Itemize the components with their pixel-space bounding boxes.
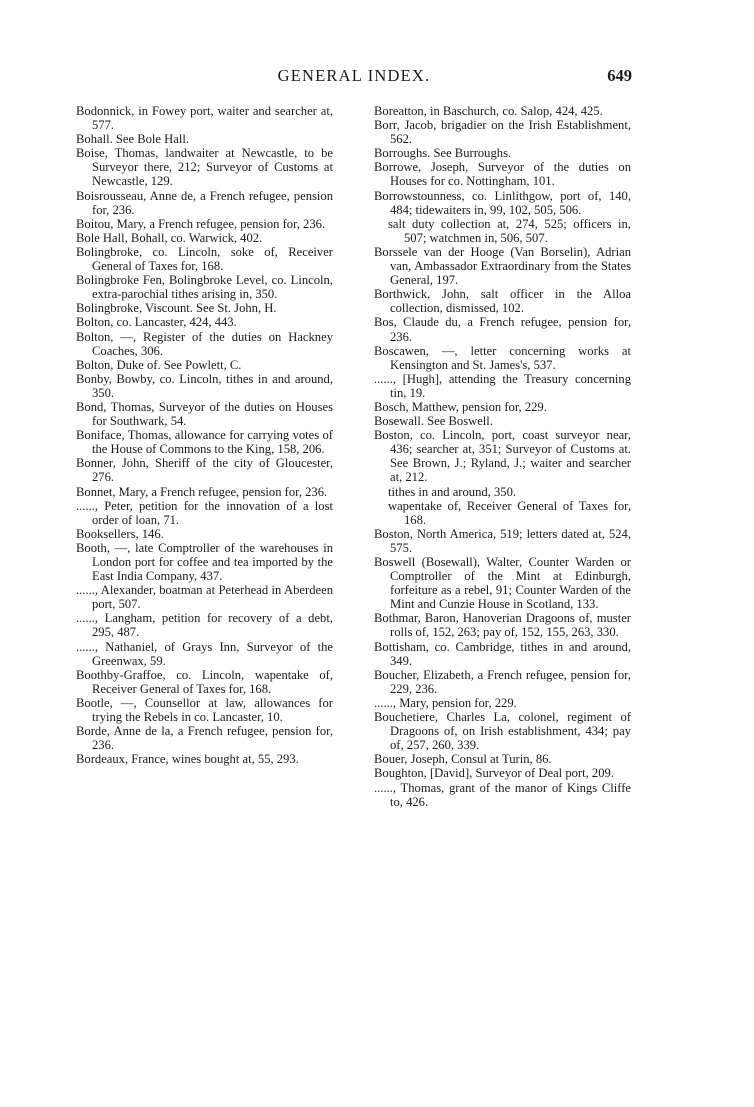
index-entry: Borde, Anne de la, a French refugee, pension for, 236. [76,724,333,753]
index-entry: Boothby-Graffoe, co. Lincoln, wapentake of, Receiver General of Taxes for, 168. [76,667,333,696]
index-entry: Booth, —, late Comptroller of the warehouses in London port for coffee and tea imported by the East India Company, 437. [76,540,333,584]
index-entry: Boitou, Mary, a French refugee, pension for, 236. [76,216,326,231]
index-entry: Boreatton, in Baschurch, co. Salop, 424, 425. [374,104,603,118]
index-entry: Bolton, co. Lancaster, 424, 443. [76,315,237,330]
index-column-right [374,104,631,809]
index-entry: ......, Langham, petition for recovery of a debt, 295, 487. [76,611,333,640]
index-entry: Boisrousseau, Anne de, a French refugee, pension for, 236. [76,188,333,217]
index-entry: Bouer, Joseph, Consul at Turin, 86. [374,752,552,767]
index-entry: Bolton, Duke of. See Powlett, C. [76,357,242,372]
index-entry: Bodonnick, in Fowey port, waiter and searcher at, 577. [76,104,333,133]
index-entry: Bothmar, Baron, Hanoverian Dragoons of, muster rolls of, 152, 263; pay of, 152, 155, 263, 330. [374,611,631,640]
index-entry: Bonby, Bowby, co. Lincoln, tithes in and around, 350. [76,371,333,400]
index-column-left [76,104,333,766]
index-entry: ......, Mary, pension for, 229. [374,695,517,710]
index-subentry: salt duty collection at, 274, 525; officers in, 507; watchmen in, 506, 507. [388,216,631,245]
index-entry: Bolingbroke, co. Lincoln, soke of, Receiver General of Taxes for, 168. [76,244,333,274]
index-entry: Bordeaux, France, wines bought at, 55, 293. [76,752,299,767]
index-entry: Borroughs. See Burroughs. [374,146,512,161]
index-entry: Bouchetiere, Charles La, colonel, regiment of Dragoons of, on Irish establishment, 434; pay of, 257, 260, 339. [374,710,631,753]
index-entry: Boscawen, —, letter concerning works at Kensington and St. James's, 537. [374,343,631,372]
index-entry: Borr, Jacob, brigadier on the Irish Establishment, 562. [374,118,631,147]
page-number: 649 [607,66,632,85]
index-entry: Bos, Claude du, a French refugee, pension for, 236. [374,315,631,344]
index-entry: Boston, co. Lincoln, port, coast surveyor near, 436; searcher at, 351; Surveyor of Customs at. See Brown, J.; Ryland, J.; waiter and searcher at, 212. [374,428,631,485]
index-entry: Bohall. See Bole Hall. [76,132,189,147]
running-title: GENERAL INDEX. [277,66,431,85]
index-entry: Boswell (Bosewall), Walter, Counter Warden or Comptroller of the Mint at Edinburgh, forfeiture as a rebel, 91; Counter Warden of the Mint and Cunzie House in Scotland, 133. [374,555,631,612]
index-entry: Bond, Thomas, Surveyor of the duties on Houses for Southwark, 54. [76,399,333,429]
index-entry: Boniface, Thomas, allowance for carrying votes of the House of Commons to the King, 158, 206. [76,428,333,457]
index-entry: Bonnet, Mary, a French refugee, pension for, 236. [76,484,328,499]
index-entry: ......, Thomas, grant of the manor of Kings Cliffe to, 426. [374,780,631,809]
index-entry: Bosewall. See Boswell. [374,414,493,429]
index-entry: ......, Alexander, boatman at Peterhead in Aberdeen port, 507. [76,583,333,612]
index-entry: ......, Nathaniel, of Grays Inn, Surveyor of the Greenwax, 59. [76,639,333,668]
index-entry: Boise, Thomas, landwaiter at Newcastle, to be Surveyor there, 212; Surveyor of Customs at Newcastle, 129. [76,146,333,189]
index-entry: Bolingbroke, Viscount. See St. John, H. [76,301,277,316]
index-subentry: wapentake of, Receiver General of Taxes for, 168. [388,498,631,527]
index-subentry: tithes in and around, 350. [388,484,517,499]
index-entry: Bootle, —, Counsellor at law, allowances for trying the Rebels in co. Lancaster, 10. [76,695,333,725]
index-entry: Boughton, [David], Surveyor of Deal port, 209. [374,766,614,781]
index-entry: ......, [Hugh], attending the Treasury concerning tin, 19. [374,371,631,400]
index-entry: Bosch, Matthew, pension for, 229. [374,399,547,414]
index-entry: Bolton, —, Register of the duties on Hackney Coaches, 306. [76,329,333,358]
index-entry: Borrowe, Joseph, Surveyor of the duties on Houses for co. Nottingham, 101. [374,160,631,189]
index-entry: ......, Peter, petition for the innovation of a lost order of loan, 71. [76,498,333,527]
index-entry: Booksellers, 146. [76,526,164,541]
index-entry: Bottisham, co. Cambridge, tithes in and around, 349. [374,639,631,668]
page-header [76,66,632,88]
index-entry: Boucher, Elizabeth, a French refugee, pension for, 229, 236. [374,667,631,696]
index-entry: Bolingbroke Fen, Bolingbroke Level, co. Lincoln, extra-parochial tithes arising in, 350. [76,273,333,302]
index-entry: Bole Hall, Bohall, co. Warwick, 402. [76,230,263,245]
index-entry: Borssele van der Hooge (Van Borselin), Adrian van, Ambassador Extraordinary from the States General, 197. [374,244,631,288]
index-entry: Bonner, John, Sheriff of the city of Gloucester, 276. [76,456,333,485]
index-entry: Borrowstounness, co. Linlithgow, port of, 140, 484; tidewaiters in, 99, 102, 505, 506. [374,188,631,217]
index-entry: Boston, North America, 519; letters dated at, 524, 575. [374,526,631,555]
index-entry: Borthwick, John, salt officer in the Alloa collection, dismissed, 102. [374,287,631,316]
